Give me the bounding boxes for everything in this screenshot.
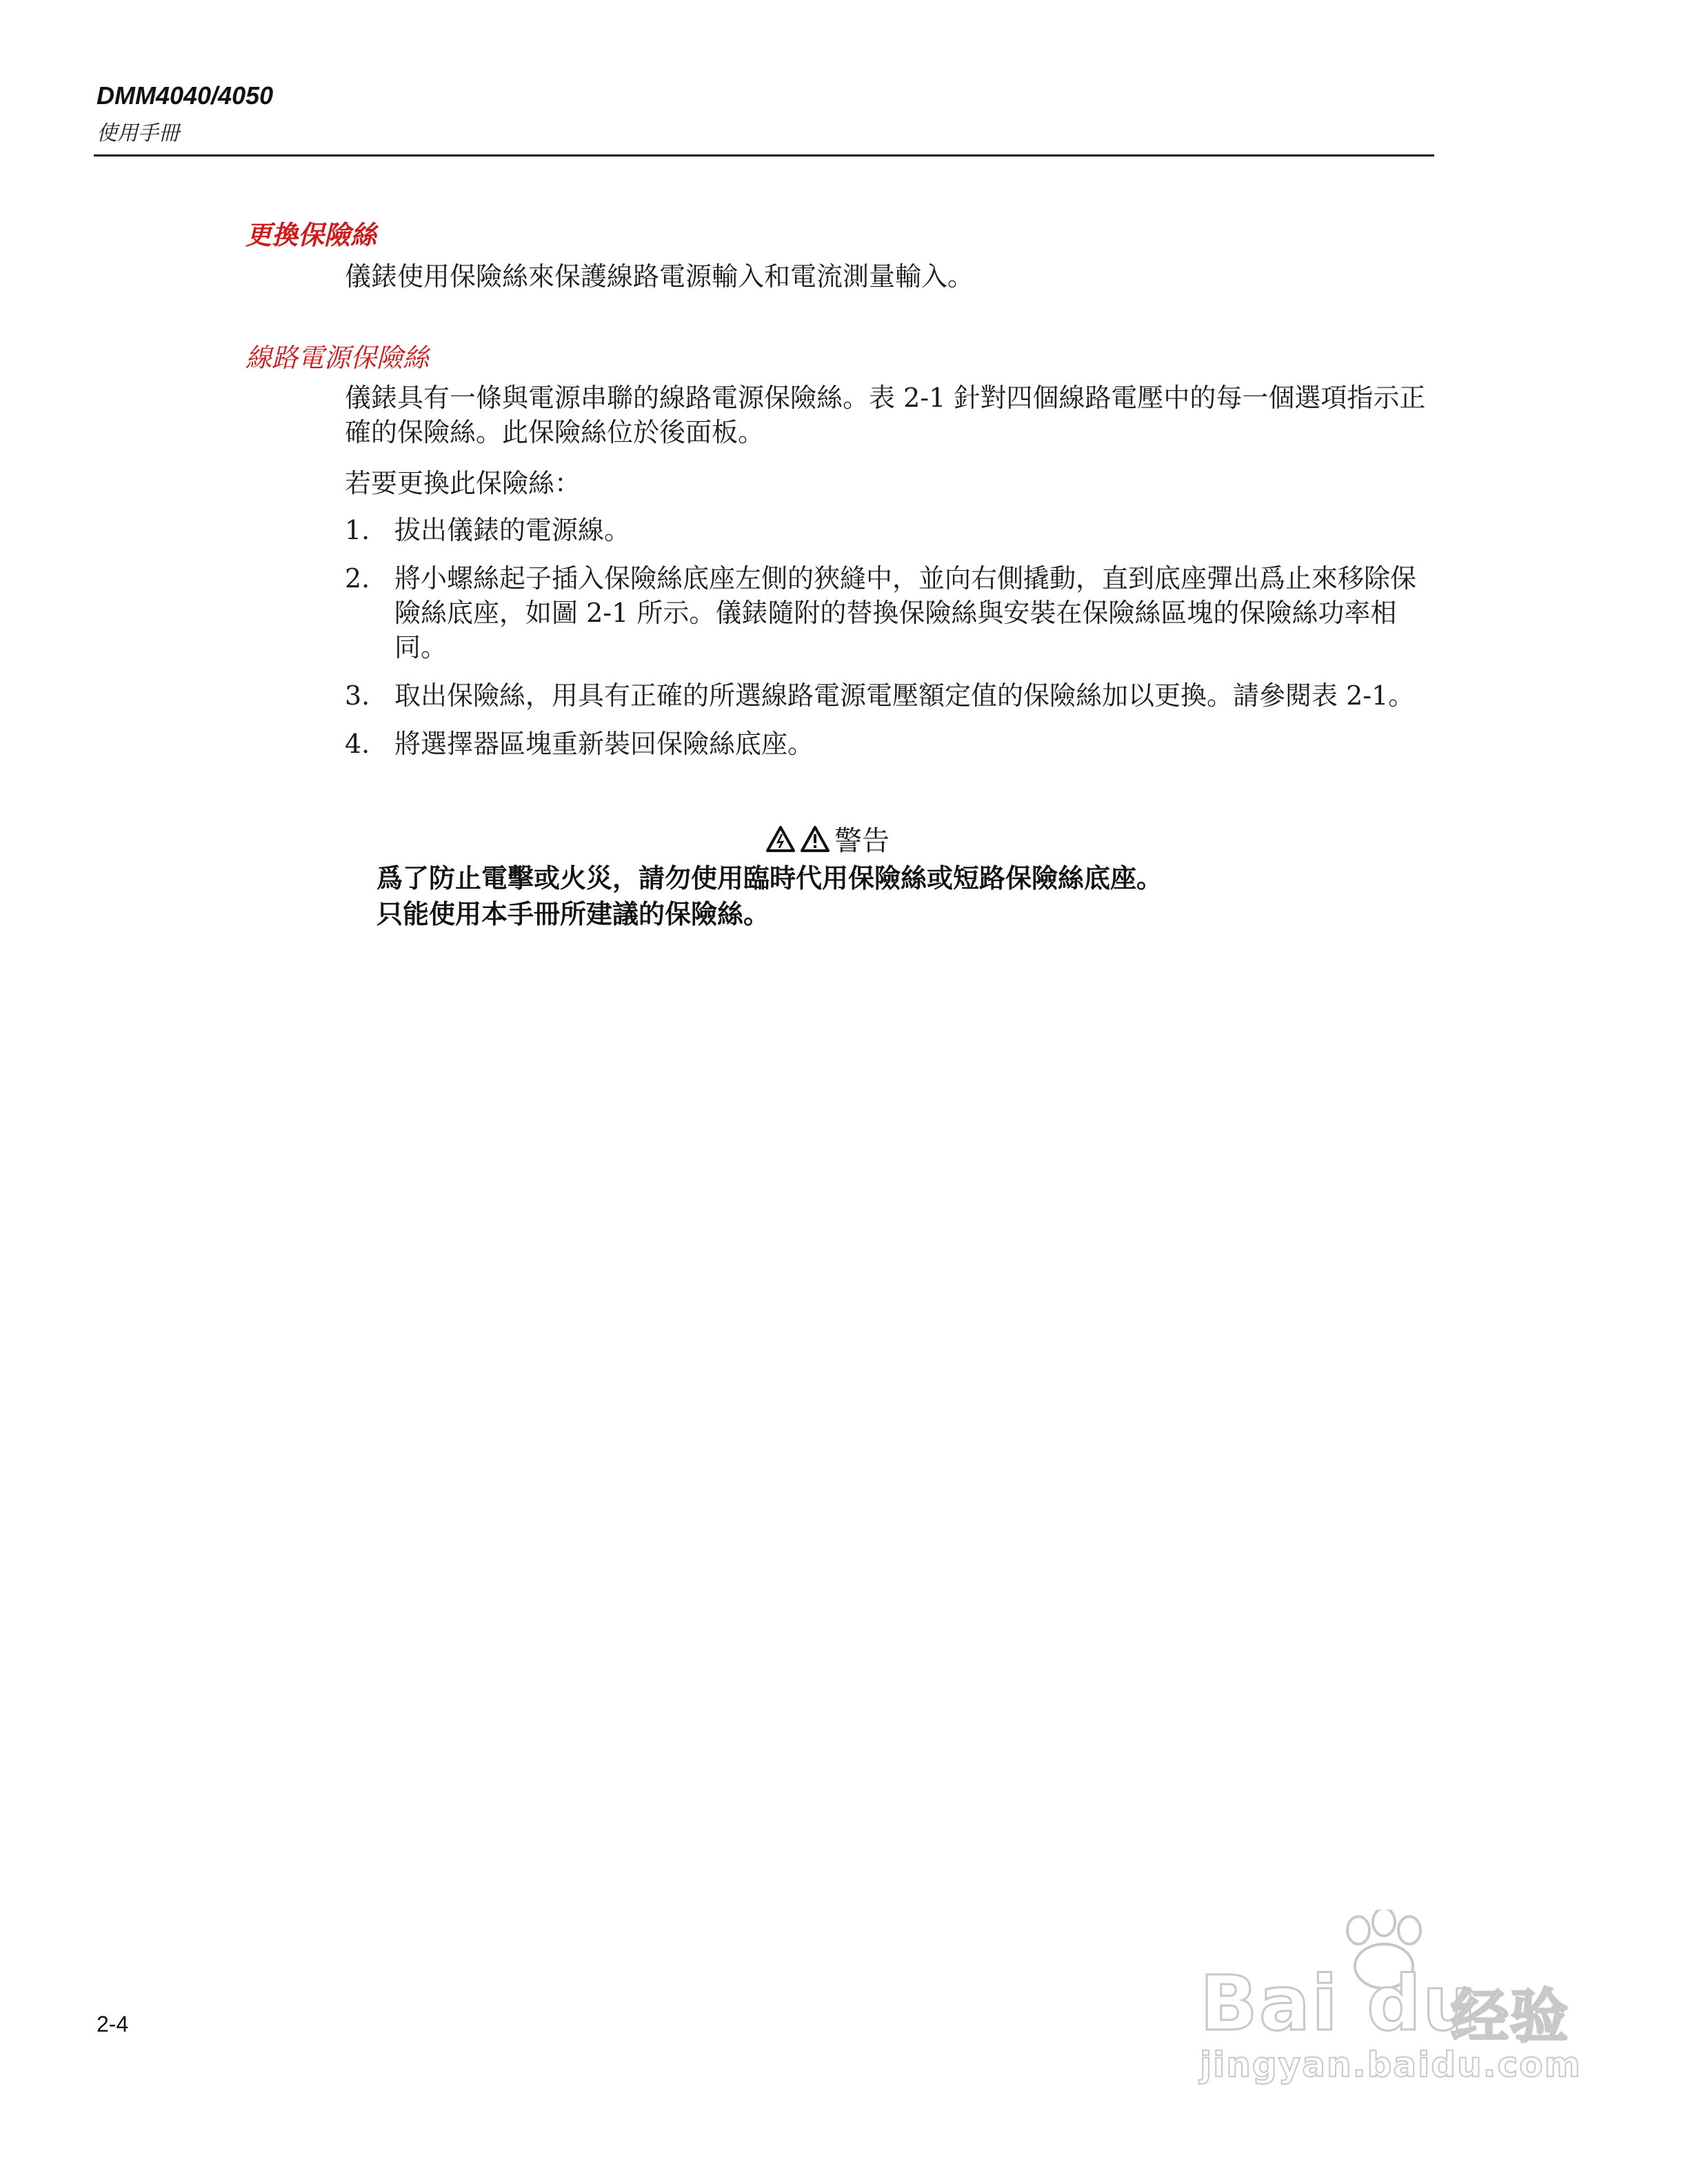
step-number: 4. [345, 729, 370, 759]
manual-subtitle: 使用手冊 [97, 121, 179, 145]
baidu-watermark [1172, 1910, 1586, 2089]
procedure-step [345, 727, 1434, 761]
procedure-step [345, 561, 1434, 665]
warning-heading [765, 819, 890, 858]
shock-hazard-icon [765, 825, 796, 853]
procedure-step [345, 678, 1434, 713]
warning-line: 爲了防止電擊或火災，請勿使用臨時代用保險絲或短路保險絲底座。 [376, 863, 1163, 893]
procedure-lead: 若要更換此保險絲： [345, 468, 581, 498]
section-intro: 儀錶使用保險絲來保護線路電源輸入和電流測量輸入。 [345, 261, 974, 292]
step-text: 將小螺絲起子插入保險絲底座左側的狹縫中，並向右側撬動，直到底座彈出爲止來移除保險絲底座，如圖 2-1 所示。儀錶隨附的替換保險絲與安裝在保險絲區塊的保險絲功率相同。 [394, 563, 1417, 663]
section-heading: 更換保險絲 [245, 220, 377, 250]
procedure-step [345, 513, 1434, 547]
subsection-heading: 線路電源保險絲 [245, 343, 430, 373]
warning-title: 警告 [834, 825, 890, 857]
header-divider [94, 154, 1434, 156]
step-number: 1. [345, 515, 370, 545]
watermark-cn-text: 经验 [1451, 1983, 1570, 2050]
step-number: 3. [345, 680, 370, 711]
step-text: 取出保險絲，用具有正確的所選線路電源電壓額定值的保險絲加以更換。請參閱表 2-1。 [394, 680, 1415, 711]
step-number: 2. [345, 563, 370, 594]
subsection-description: 儀錶具有一條與電源串聯的線路電源保險絲。表 2-1 針對四個線路電壓中的每一個選項指示正確的保險絲。此保險絲位於後面板。 [345, 383, 1426, 447]
watermark-logo-text: Bai du [1200, 1959, 1478, 2048]
page-number: 2-4 [97, 2012, 129, 2036]
step-text: 拔出儀錶的電源線。 [394, 515, 631, 545]
step-text: 將選擇器區塊重新裝回保險絲底座。 [394, 729, 814, 759]
caution-icon [800, 825, 830, 853]
procedure-steps [345, 513, 1434, 775]
warning-line: 只能使用本手冊所建議的保險絲。 [376, 899, 770, 929]
warning-body [376, 860, 1411, 932]
watermark-url: jingyan.baidu.com [1200, 2045, 1582, 2085]
manual-model-title: DMM4040/4050 [97, 81, 274, 110]
